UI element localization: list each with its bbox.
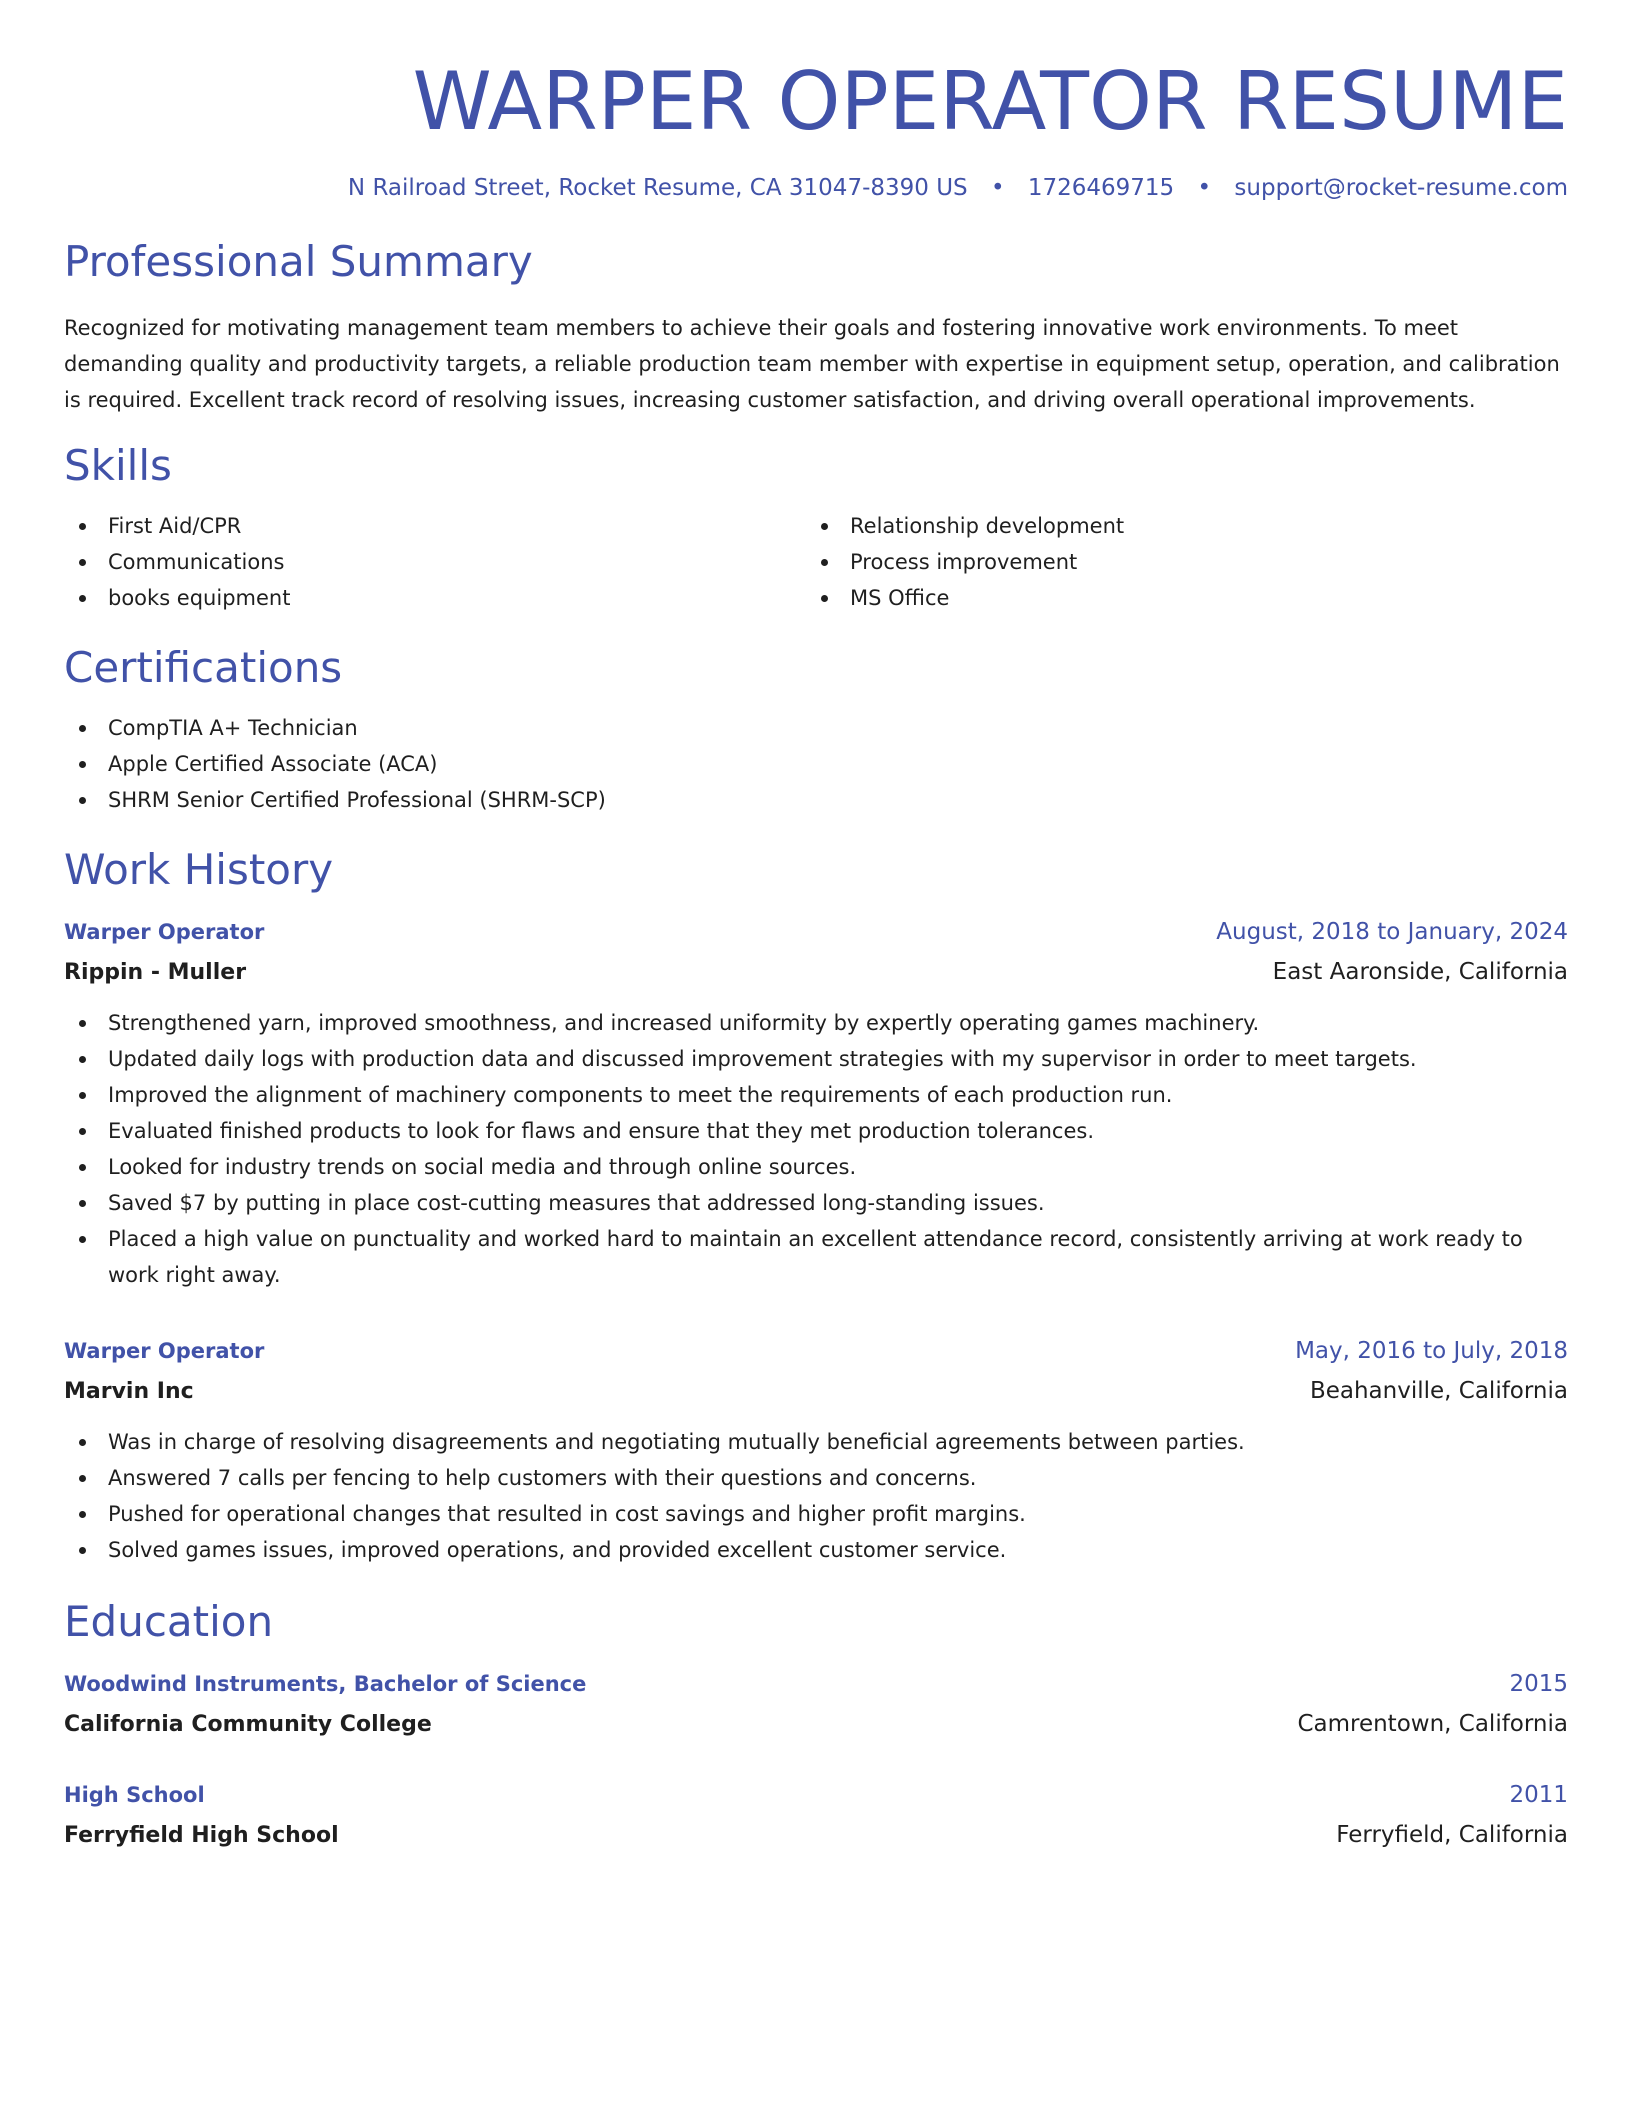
skill-item: books equipment [64,580,806,616]
address-text: N Railroad Street, Rocket Resume, CA 31047-8390 US [347,175,968,201]
education-entry [64,1664,1568,1745]
job-title: Warper Operator [64,1339,265,1363]
certifications-heading: Certifications [64,643,343,692]
job-entry [64,1331,1568,1568]
skills-column-right [806,508,1548,616]
job-company-row [64,1371,1568,1412]
summary-text: Recognized for motivating management team members to achieve their goals and fostering innovative work environments. To meet demanding quality and productivity targets, a reliable production team member with expertise in equipment setup, operation, and calibration is required. Excellent track record of resolving issues, increasing customer satisfaction, and driving overall operational improvements. [64,316,1560,412]
education-heading: Education [64,1597,274,1646]
skill-item: MS Office [806,580,1548,616]
job-dates: May, 2016 to July, 2018 [1295,1338,1568,1364]
education-header-row [64,1664,1568,1704]
certifications-list [64,710,1568,818]
skill-item: Process improvement [806,544,1548,580]
job-bullet: Updated daily logs with production data and discussed improvement strategies with my supervisor in order to meet targets. [64,1041,1568,1077]
summary-heading: Professional Summary [64,237,533,286]
certification-item: Apple Certified Associate (ACA) [64,746,1568,782]
education-degree: Woodwind Instruments, Bachelor of Science [64,1672,587,1696]
education-school-row [64,1815,1568,1856]
job-header-row [64,912,1568,952]
job-bullet: Was in charge of resolving disagreements and negotiating mutually beneficial agreements between parties. [64,1424,1568,1460]
job-dates: August, 2018 to January, 2024 [1216,919,1568,945]
job-bullets [64,1424,1568,1568]
job-bullet: Looked for industry trends on social media and through online sources. [64,1149,1568,1185]
job-entry [64,912,1568,1293]
work-history-heading: Work History [64,845,334,894]
education-degree: High School [64,1783,205,1807]
education-entry [64,1775,1568,1856]
job-company-row [64,952,1568,993]
job-header-row [64,1331,1568,1371]
job-title: Warper Operator [64,920,265,944]
skills-heading: Skills [64,441,172,490]
resume-title: WARPER OPERATOR RESUME [412,55,1568,148]
certification-item: SHRM Senior Certified Professional (SHRM-SCP) [64,782,1568,818]
job-bullet: Saved $7 by putting in place cost-cutting measures that addressed long-standing issues. [64,1185,1568,1221]
job-location: Beahanville, California [1309,1378,1568,1404]
job-bullet: Improved the alignment of machinery components to meet the requirements of each production run. [64,1077,1568,1113]
job-bullet: Solved games issues, improved operations, and provided excellent customer service. [64,1532,1568,1568]
resume-page [64,0,1568,1856]
education-location: Ferryfield, California [1336,1822,1568,1848]
contact-separator: • [990,175,1005,201]
job-company: Marvin Inc [64,1379,194,1404]
job-bullet: Answered 7 calls per fencing to help customers with their questions and concerns. [64,1460,1568,1496]
education-year: 2011 [1509,1782,1568,1808]
email-link[interactable]: support@rocket-resume.com [1234,175,1568,201]
education-header-row [64,1775,1568,1815]
job-company: Rippin - Muller [64,960,247,985]
contact-separator: • [1197,175,1212,201]
job-bullet: Pushed for operational changes that resulted in cost savings and higher profit margins. [64,1496,1568,1532]
education-school: California Community College [64,1712,432,1737]
education-school: Ferryfield High School [64,1823,339,1848]
certification-item: CompTIA A+ Technician [64,710,1568,746]
job-bullet: Strengthened yarn, improved smoothness, and increased uniformity by expertly operating games machinery. [64,1005,1568,1041]
skills-column-left [64,508,806,616]
skill-item: Relationship development [806,508,1548,544]
phone-text: 1726469715 [1027,175,1175,201]
education-school-row [64,1704,1568,1745]
job-bullets [64,1005,1568,1293]
education-location: Camrentown, California [1297,1711,1568,1737]
job-bullet: Placed a high value on punctuality and worked hard to maintain an excellent attendance record, consistently arriving at work ready to work right away. [64,1221,1568,1293]
job-bullet: Evaluated finished products to look for flaws and ensure that they met production tolerances. [64,1113,1568,1149]
skill-item: Communications [64,544,806,580]
skills-list [64,508,1568,616]
skill-item: First Aid/CPR [64,508,806,544]
job-location: East Aaronside, California [1272,959,1568,985]
education-year: 2015 [1509,1671,1568,1697]
contact-line [64,170,1568,206]
